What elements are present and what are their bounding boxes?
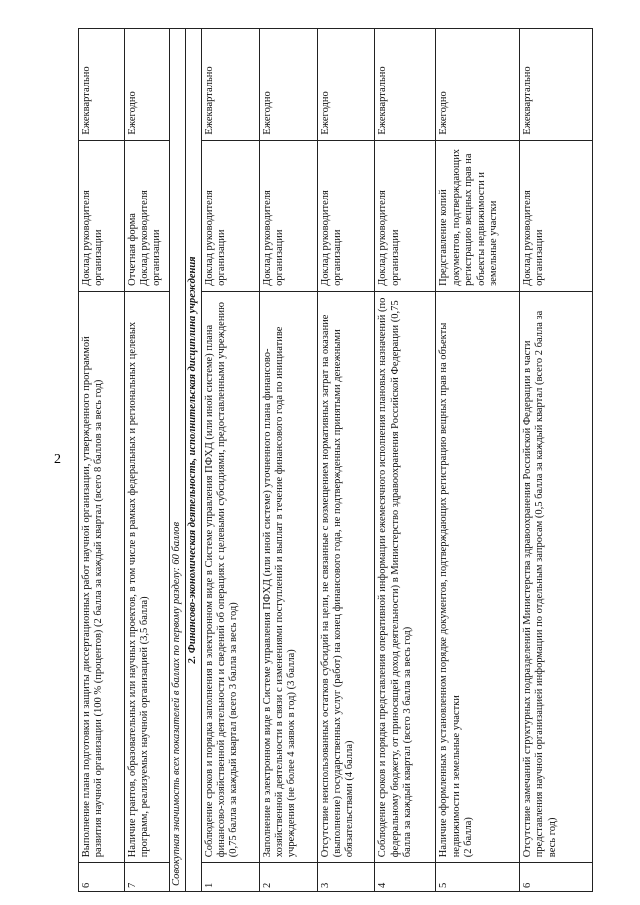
table-row [79,29,125,892]
row-number: 7 [124,863,170,892]
table-row [201,29,259,892]
row-number: 6 [519,863,592,892]
table-row [124,29,170,892]
row-number: 5 [436,863,519,892]
source-text: Представление копий документов, подтверждающих регистрацию вещных прав на объекты недвижимости и земельные участки [436,140,519,291]
period-text: Ежеквартально [519,29,592,141]
period-text: Ежеквартально [79,29,125,141]
table-row [317,29,375,892]
source-text: Доклад руководителя организации [375,140,436,291]
indicator-text: Наличие грантов, образовательных или научных проектов, в том числе в рамках федеральных и региональных целевых программ, реализуемых научной организацией (3,5 балла) [124,291,170,862]
indicator-text: Соблюдение сроков и порядка заполнения в электронном виде в Системе управления ПФХД (или иной системе) плана финансово-хозяйственной деятельности и сведений об операциях с целевыми субсидиями, предоставленными учреждению (0,75 балла за каждый квартал (всего 3 балла за весь год) [201,291,259,862]
page-number: 2 [54,452,61,467]
period-text: Ежегодно [317,29,375,141]
row-number: 2 [259,863,317,892]
section-header-row [186,29,202,892]
indicator-text: Соблюдение сроков и порядка представления оперативной информации ежемесячного исполнения плановых назначений (по федеральному бюджету, от приносящей доход деятельности) в Министерство здравоохранения Российской Федерации (0,75 балла за каждый квартал (всего 3 балла за весь год) [375,291,436,862]
source-text: Доклад руководителя организации [79,140,125,291]
period-text: Ежегодно [436,29,519,141]
indicator-text: Отсутствие неиспользованных остатков субсидий на цели, не связанные с возмещением нормативных затрат на оказание (выполнение) государственных услуг (работ) на конец финансового года, не подтвержденных принятыми денежными обязательствами (4 балла) [317,291,375,862]
source-text: Доклад руководителя организации [317,140,375,291]
period-text: Ежегодно [259,29,317,141]
indicator-text: Заполнение в электронном виде в Системе управления ПФХД (или иной системе) уточненного плана финансово-хозяйственной деятельности в связи с изменениями поступлений и выплат в течение финансового года по инициативе учреждения (не более 4 заявок в год) (3 балла) [259,291,317,862]
period-text: Ежеквартально [375,29,436,141]
row-number: 3 [317,863,375,892]
table-row [375,29,436,892]
source-text: Доклад руководителя организации [519,140,592,291]
rotated-table-container [78,28,593,892]
indicator-text: Отсутствие замечаний структурных подразделений Министерства здравоохранения Российской Федерации в части представления научной организацией информации по отдельным запросам (0,5 балла за каждый квартал (всего 2 балла за весь год) [519,291,592,862]
row-number: 4 [375,863,436,892]
row-number: 6 [79,863,125,892]
indicator-text: Наличие оформленных в установленном порядке документов, подтверждающих регистрацию вещных прав на объекты недвижимости и земельные участки (2 балла) [436,291,519,862]
source-text: Отчетная форма Доклад руководителя организации [124,140,170,291]
table-row [519,29,592,892]
indicator-text: Выполнение плана подготовки и защиты диссертационных работ научной организации, утвержденного программой развития научной организации (100 % (процентов) (2 балла за каждый квартал (всего 8 баллов за весь год) [79,291,125,862]
table-row [259,29,317,892]
period-text: Ежегодно [124,29,170,141]
table-row [436,29,519,892]
indicators-table [78,28,593,892]
section-title: 2. Финансово-экономическая деятельность, исполнительская дисциплина учреждения [186,29,202,892]
source-text: Доклад руководителя организации [201,140,259,291]
period-text: Ежеквартально [201,29,259,141]
source-text: Доклад руководителя организации [259,140,317,291]
total-text: Совокупная значимость всех показателей в баллах по первому разделу: 60 баллов [170,29,186,892]
total-row [170,29,186,892]
row-number: 1 [201,863,259,892]
